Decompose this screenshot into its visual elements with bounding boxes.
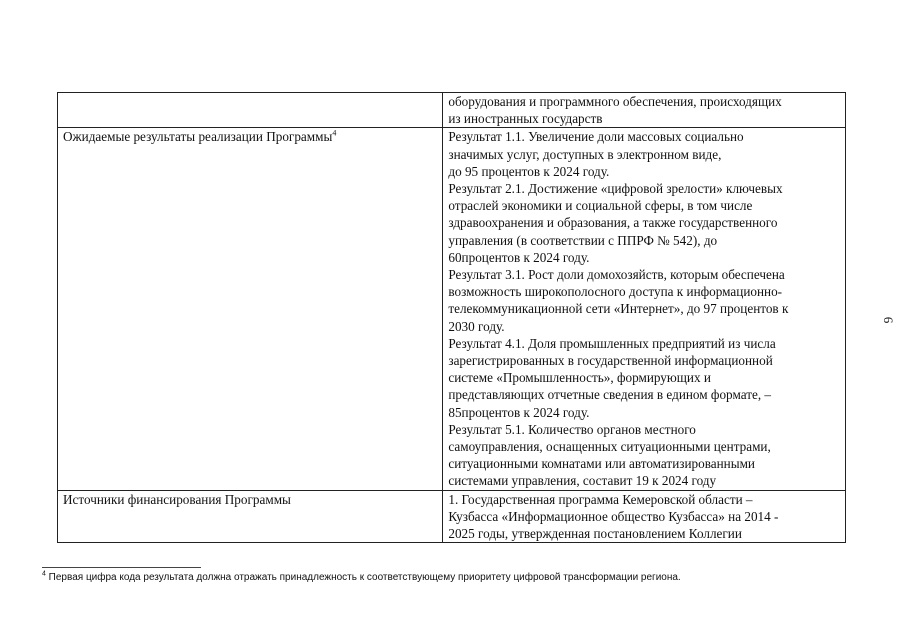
row1-line: из иностранных государств — [448, 111, 603, 127]
footnote-marker: 4 — [42, 570, 46, 578]
result-line: 2030 году. — [448, 318, 505, 334]
result-line: Результат 5.1. Количество органов местного — [448, 421, 696, 437]
expected-results-label: Ожидаемые результаты реализации Программы — [63, 129, 333, 145]
result-line: здравоохранения и образования, а также государственного — [448, 215, 778, 231]
row1-value-cell — [443, 93, 846, 128]
footnote — [42, 572, 681, 584]
result-line: Результат 2.1. Достижение «цифровой зрелости» ключевых — [448, 181, 783, 197]
page-number: 6 — [881, 316, 896, 324]
result-line: представляющих отчетные сведения в едином формате, – — [448, 387, 772, 403]
row1-label-cell — [58, 93, 443, 128]
expected-results-label-cell — [58, 128, 443, 490]
result-line: 85процентов к 2024 году. — [448, 404, 590, 420]
result-line: управления (в соответствии с ППРФ № 542), до — [448, 232, 718, 248]
footnote-ref[interactable]: 4 — [332, 129, 337, 139]
funding-sources-label: Источники финансирования Программы — [63, 491, 291, 507]
footnote-separator — [42, 567, 201, 568]
result-line: системами управления, составит 19 к 2024 году — [448, 473, 717, 489]
funding-line: 2025 годы, утвержденная постановлением Коллегии — [448, 526, 742, 542]
result-line: Результат 3.1. Рост доли домохозяйств, которым обеспечена — [448, 267, 785, 283]
result-line: системе «Промышленность», формирующих и — [448, 370, 711, 386]
program-passport-table — [57, 92, 846, 543]
result-line: 60процентов к 2024 году. — [448, 249, 590, 265]
expected-results-value-cell — [443, 128, 846, 490]
result-line: ситуационными комнатами или автоматизированными — [448, 456, 755, 472]
table-row — [58, 490, 846, 543]
result-line: самоуправления, оснащенных ситуационными центрами, — [448, 439, 771, 455]
result-line: Результат 4.1. Доля промышленных предприятий из числа — [448, 335, 776, 351]
result-line: значимых услуг, доступных в электронном виде, — [448, 146, 722, 162]
funding-line: 1. Государственная программа Кемеровской области – — [448, 491, 753, 507]
row1-line: оборудования и программного обеспечения, происходящих — [448, 94, 782, 109]
table-row — [58, 93, 846, 128]
table-row — [58, 128, 846, 490]
funding-line: Кузбасса «Информационное общество Кузбасса» на 2014 - — [448, 508, 779, 524]
result-line: возможность широкополосного доступа к информационно- — [448, 284, 783, 300]
result-line: зарегистрированных в государственной информационной — [448, 353, 773, 369]
result-line: Результат 1.1. Увеличение доли массовых социально — [448, 129, 744, 145]
result-line: телекоммуникационной сети «Интернет», до 97 процентов к — [448, 301, 789, 317]
funding-sources-label-cell — [58, 490, 443, 543]
result-line: отраслей экономики и социальной сферы, в том числе — [448, 198, 753, 214]
footnote-text: Первая цифра кода результата должна отражать принадлежность к соответствующему приоритету цифровой трансформации региона. — [45, 572, 681, 583]
funding-sources-value-cell — [443, 490, 846, 543]
result-line: до 95 процентов к 2024 году. — [448, 163, 610, 179]
